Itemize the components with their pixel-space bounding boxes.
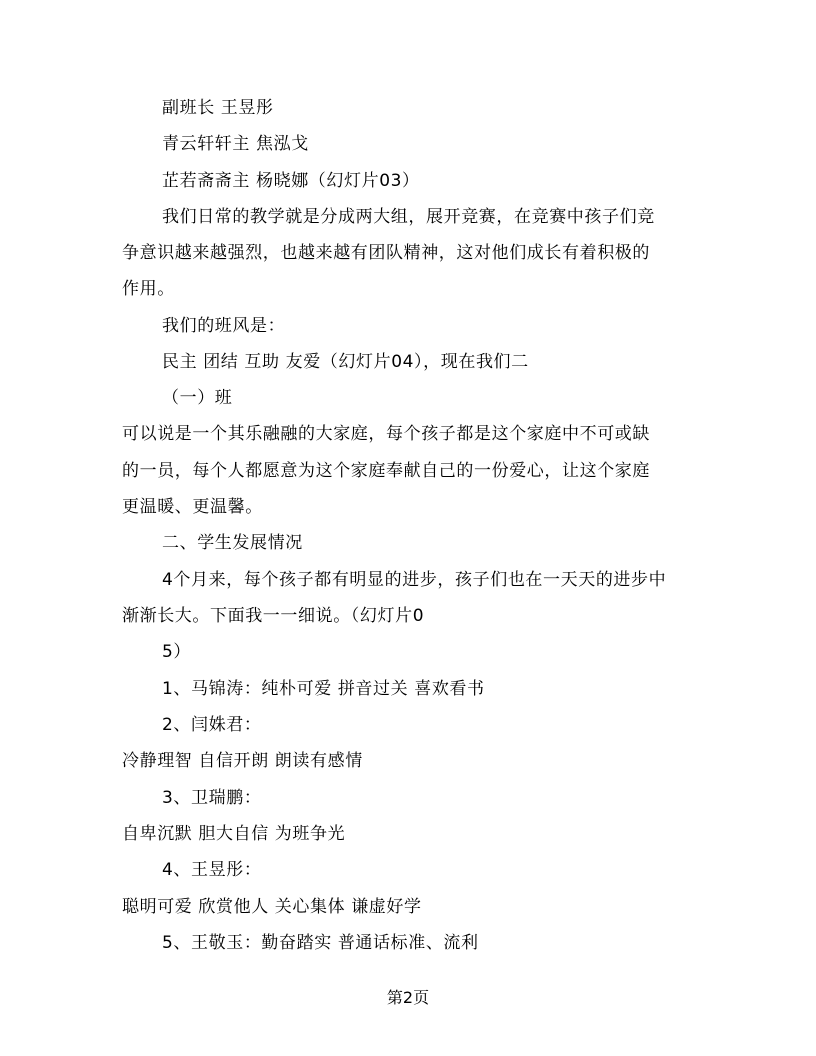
list-item: 2、闫姝君： xyxy=(162,715,262,735)
text-line: 我们的班风是： xyxy=(162,316,286,336)
text-line: 5） xyxy=(162,642,192,662)
page-number: 第2页 xyxy=(386,988,430,1007)
text-line: 作用。 xyxy=(122,279,175,299)
text-line: 渐渐长大。下面我一一细说。（幻灯片0 xyxy=(122,606,425,626)
text-line: 青云轩轩主 焦泓戈 xyxy=(162,134,309,154)
list-item: 4、王昱彤： xyxy=(162,860,262,880)
list-item: 1、马锦涛：纯朴可爱 拼音过关 喜欢看书 xyxy=(162,679,485,699)
list-item: 3、卫瑞鹏： xyxy=(162,788,262,808)
text-line: 民主 团结 互助 友爱（幻灯片04），现在我们二 xyxy=(162,352,529,372)
text-line: 自卑沉默 胆大自信 为班争光 xyxy=(122,824,346,844)
text-line: 争意识越来越强烈，也越来越有团队精神，这对他们成长有着积极的 xyxy=(122,243,650,263)
list-item: 5、王敬玉：勤奋踏实 普通话标准、流利 xyxy=(162,933,479,953)
text-line: 我们日常的教学就是分成两大组，展开竞赛，在竞赛中孩子们竞 xyxy=(162,207,655,227)
text-line: 的一员，每个人都愿意为这个家庭奉献自己的一份爱心，让这个家庭 xyxy=(122,461,650,481)
text-line: 冷静理智 自信开朗 朗读有感情 xyxy=(122,751,363,771)
text-line: 芷若斋斋主 杨晓娜（幻灯片03） xyxy=(162,171,420,191)
text-line: 可以说是一个其乐融融的大家庭，每个孩子都是这个家庭中不可或缺 xyxy=(122,424,650,444)
section-heading: 二、学生发展情况 xyxy=(162,533,303,553)
text-line: 4个月来，每个孩子都有明显的进步，孩子们也在一天天的进步中 xyxy=(162,570,667,590)
text-line: （一）班 xyxy=(162,388,233,408)
text-line: 副班长 王昱彤 xyxy=(162,98,274,118)
text-line: 更温暖、更温馨。 xyxy=(122,497,263,517)
text-line: 聪明可爱 欣赏他人 关心集体 谦虚好学 xyxy=(122,897,422,917)
